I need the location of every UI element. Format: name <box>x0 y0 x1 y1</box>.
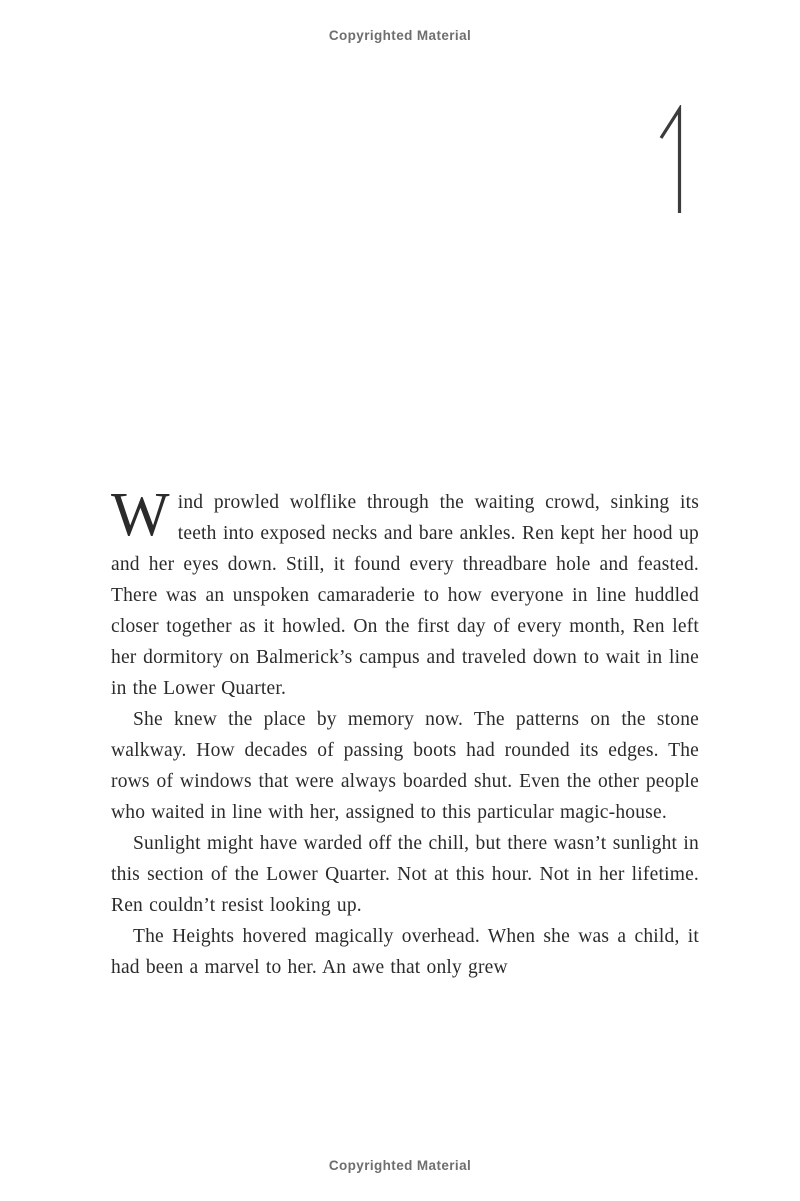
paragraph <box>111 828 699 921</box>
paragraph-text: Sunlight might have warded off the chill, but there wasn’t sunlight in this section of the Lower Quarter. Not at this hour. Not in her lifetime. Ren couldn’t resist looking up. <box>111 833 699 916</box>
copyright-top-label: Copyrighted Material <box>328 28 472 43</box>
paragraph-text: ind prowled wolflike through the waiting crowd, sinking its teeth into exposed necks and bare ankles. Ren kept her hood up and her eyes down. Still, it found every threadbare hole and feasted. There was an unspoken camaraderie to how everyone in line huddled closer together as it howled. On the first day of every month, Ren left her dormitory on Balmerick’s campus and traveled down to wait in line in the Lower Quarter. <box>111 492 699 699</box>
paragraph <box>111 481 699 704</box>
paragraph-text: The Heights hovered magically overhead. When she was a child, it had been a marvel to her. An awe that only grew <box>111 926 699 978</box>
paragraph-text: She knew the place by memory now. The patterns on the stone walkway. How decades of passing boots had rounded its edges. The rows of windows that were always boarded shut. Even the other people who waited in line with her, assigned to this particular magic-house. <box>111 709 699 823</box>
body-text <box>111 481 699 983</box>
paragraph <box>111 921 699 983</box>
chapter-number-numeral-icon <box>652 105 692 217</box>
drop-cap: W <box>111 481 170 549</box>
copyright-bottom-label: Copyrighted Material <box>328 1158 472 1173</box>
chapter-number <box>652 105 692 217</box>
paragraph <box>111 704 699 828</box>
